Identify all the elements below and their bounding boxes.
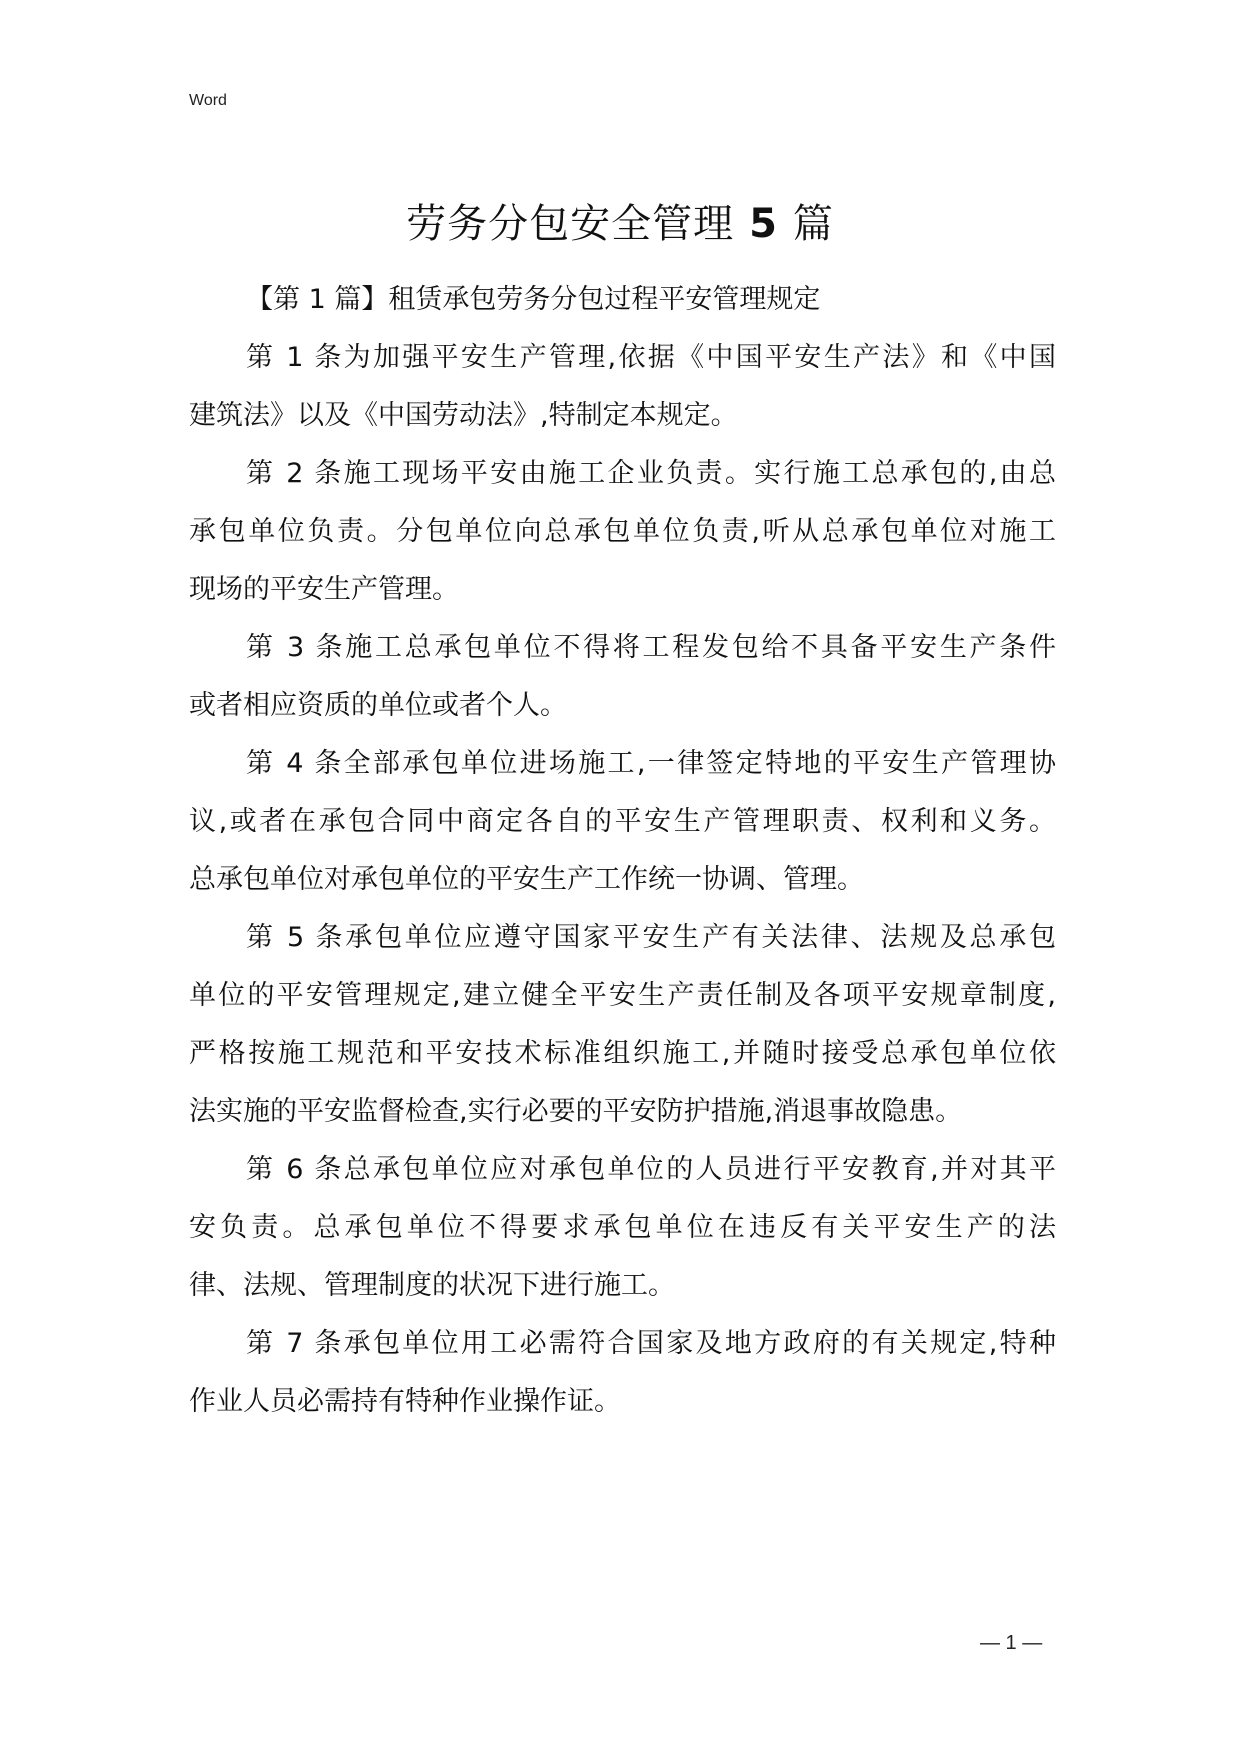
article-3-line-2: 或者相应资质的单位或者个人。 [189,690,567,721]
title-number: 5 [749,201,778,247]
article-5-line-4: 法实施的平安监督检查,实行必要的平安防护措施,消退事故隐患。 [189,1096,963,1127]
page-number: — 1 — [980,1632,1043,1654]
article-4-line-1: 第 4 条全部承包单位进场施工,一律签定特地的平安生产管理协 [246,748,1056,779]
title-text: 劳务分包安全管理 [406,201,735,247]
article-3-line-1: 第 3 条施工总承包单位不得将工程发包给不具备平安生产条件 [246,632,1056,663]
article-6-line-2: 安负责。总承包单位不得要求承包单位在违反有关平安生产的法 [189,1212,1056,1243]
article-4-line-3: 总承包单位对承包单位的平安生产工作统一协调、管理。 [189,864,864,895]
article-2-line-1: 第 2 条施工现场平安由施工企业负责。实行施工总承包的,由总 [246,458,1056,489]
article-5-line-1: 第 5 条承包单位应遵守国家平安生产有关法律、法规及总承包 [246,922,1056,953]
article-4-line-2: 议,或者在承包合同中商定各自的平安生产管理职责、权利和义务。 [189,806,1056,837]
article-1-line-1: 第 1 条为加强平安生产管理,依据《中国平安生产法》和《中国 [246,342,1056,373]
article-7-line-2: 作业人员必需持有特种作业操作证。 [189,1386,621,1417]
article-6-line-3: 律、法规、管理制度的状况下进行施工。 [189,1270,675,1301]
article-1-line-2: 建筑法》以及《中国劳动法》,特制定本规定。 [189,400,738,431]
title-suffix: 篇 [792,201,834,247]
header-label: Word [189,92,227,109]
article-5-line-2: 单位的平安管理规定,建立健全平安生产责任制及各项平安规章制度, [189,980,1056,1011]
article-7-line-1: 第 7 条承包单位用工必需符合国家及地方政府的有关规定,特种 [246,1328,1056,1359]
article-2-line-2: 承包单位负责。分包单位向总承包单位负责,听从总承包单位对施工 [189,516,1056,547]
article-5-line-3: 严格按施工规范和平安技术标准组织施工,并随时接受总承包单位依 [189,1038,1056,1069]
section-heading: 【第 1 篇】租赁承包劳务分包过程平安管理规定 [246,284,821,315]
document-title [0,196,1240,252]
article-2-line-3: 现场的平安生产管理。 [189,574,459,605]
article-6-line-1: 第 6 条总承包单位应对承包单位的人员进行平安教育,并对其平 [246,1154,1056,1185]
